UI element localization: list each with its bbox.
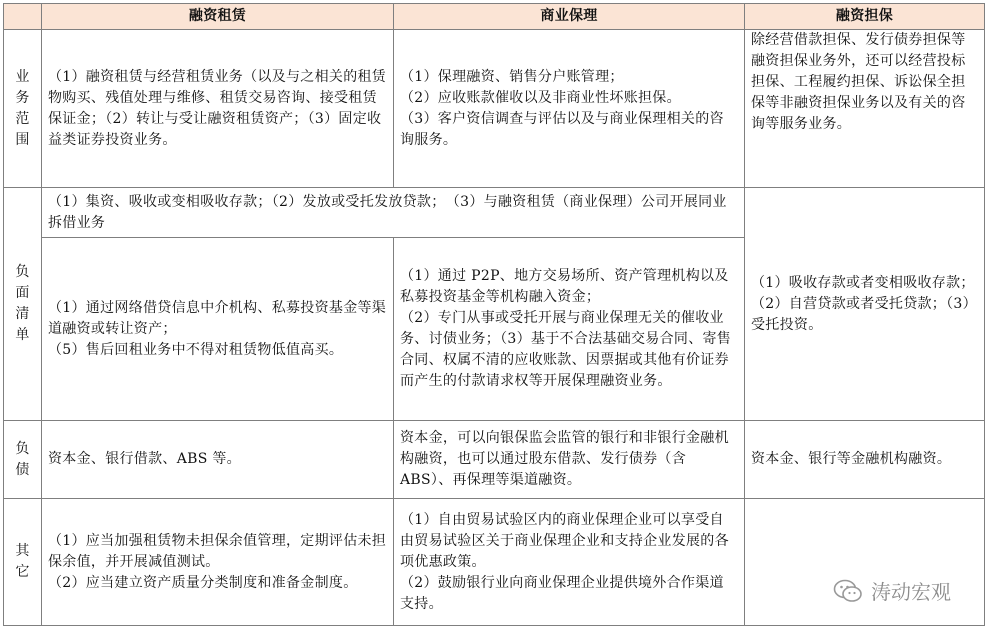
header-factoring: 商业保理 (394, 4, 745, 30)
row-label-negative: 负 面 清 单 (4, 188, 42, 421)
row-other (4, 499, 985, 626)
scope-guarantee-text: 除经营借款担保、发行债券担保等融资担保业务外，还可以经营投标担保、工程履约担保、诉讼保全担保等非融资担保业务以及有关的咨询等服务业务。 (751, 32, 966, 132)
negative-leasing-cell (42, 238, 394, 421)
scope-leasing-cell (42, 30, 394, 188)
negative-factoring-item: （1）通过 P2P、地方交易场所、资产管理机构以及私募投资基金等机构融入资金； (400, 268, 729, 305)
liability-guarantee-cell (745, 421, 985, 499)
comparison-table (3, 3, 985, 626)
scope-factoring-cell (394, 30, 745, 188)
negative-guarantee-text: （1）吸收存款或者变相吸收存款；（2）自营贷款或者受托贷款；（3）受托投资。 (751, 274, 977, 333)
row-business-scope (4, 30, 985, 188)
liability-guarantee-text: 资本金、银行等金融机构融资。 (751, 451, 952, 467)
header-row (4, 4, 985, 30)
other-leasing-item: （2）应当建立资产质量分类制度和准备金制度。 (48, 574, 358, 591)
row-label-liability: 负 债 (4, 421, 42, 499)
liability-factoring-cell (394, 421, 745, 499)
row-liability (4, 421, 985, 499)
negative-leasing-item: （1）通过网络借贷信息中介机构、私募投资基金等渠道融资或转让资产； (48, 299, 387, 337)
header-guarantee: 融资担保 (745, 4, 985, 30)
scope-factoring-item: （3）客户资信调查与评估以及与商业保理相关的咨询服务。 (400, 110, 724, 148)
scope-factoring-item: （1）保理融资、销售分户账管理； (400, 68, 624, 85)
negative-shared-text: （1）集资、吸收或变相吸收存款；（2）发放或受托发放贷款； （3）与融资租赁（商业保理）公司开展同业拆借业务 (48, 193, 727, 231)
other-factoring-cell (394, 499, 745, 626)
negative-guarantee-cell (745, 188, 985, 421)
liability-leasing-text: 资本金、银行借款、ABS 等。 (48, 451, 241, 467)
other-guarantee-cell (745, 499, 985, 626)
negative-factoring-item: （2）专门从事或受托开展与商业保理无关的催收业务、讨债业务；（3）基于不合法基础交易合同、寄售合同、权属不清的应收账款、因票据或其他有价证券而产生的付款请求权等开展保理融资业务。 (400, 310, 732, 389)
wechat-icon (833, 578, 863, 604)
row-label-other: 其 它 (4, 499, 42, 626)
watermark (833, 576, 951, 605)
row-negative-shared (4, 188, 985, 238)
other-factoring-item: （1）自由贸易试验区内的商业保理企业可以享受自由贸易试验区关于商业保理企业和支持企业发展的各项优惠政策。 (400, 511, 729, 570)
header-leasing: 融资租赁 (42, 4, 394, 30)
other-leasing-cell (42, 499, 394, 626)
negative-shared-cell (42, 188, 745, 238)
scope-factoring-item: （2）应收账款催收以及非商业性坏账担保。 (400, 89, 681, 106)
other-factoring-item: （2）鼓励银行业向商业保理企业提供境外合作渠道支持。 (400, 574, 724, 612)
header-corner (4, 4, 42, 30)
scope-leasing-text: （1）融资租赁与经营租赁业务（以及与之相关的租赁物购买、残值处理与维修、租赁交易咨询、接受租赁保证金；（2）转让与受让融资租赁资产；（3）固定收益类证券投资业务。 (48, 68, 387, 148)
watermark-text: 涛动宏观 (871, 580, 951, 604)
liability-factoring-text: 资本金，可以向银保监会监管的银行和非银行金融机构融资，也可以通过股东借款、发行债券（含 ABS）、再保理等渠道融资。 (400, 430, 729, 488)
scope-guarantee-cell (745, 30, 985, 188)
other-leasing-item: （1）应当加强租赁物未担保余值管理，定期评估未担保余值，并开展减值测试。 (48, 532, 387, 570)
row-label-scope: 业 务 范 围 (4, 30, 42, 188)
liability-leasing-cell (42, 421, 394, 499)
negative-factoring-cell (394, 238, 745, 421)
negative-leasing-item: （5）售后回租业务中不得对租赁物低值高买。 (48, 341, 344, 358)
